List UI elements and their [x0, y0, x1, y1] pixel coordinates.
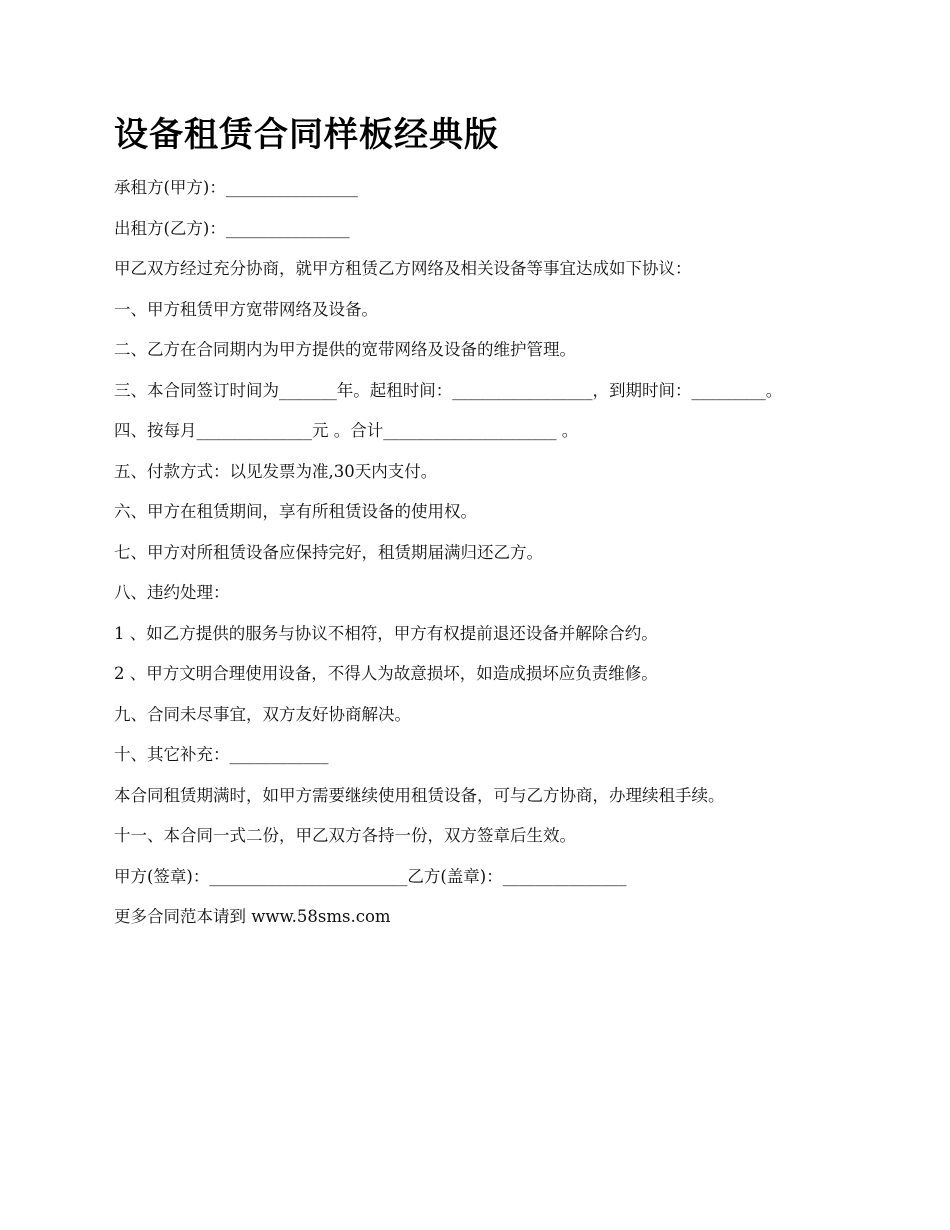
- paragraph-lessee: 承租方(甲方)：________________: [114, 178, 358, 197]
- paragraph-lessor: 出租方(乙方)：_______________: [114, 218, 350, 238]
- clause-2: 二、乙方在合同期内为甲方提供的宽带网络及设备的维护管理。: [114, 340, 576, 359]
- clause-10: 十、其它补充：____________: [114, 745, 329, 764]
- clause-8-item-1: 1 、如乙方提供的服务与协议不相符，甲方有权提前退还设备并解除合约。: [114, 623, 658, 643]
- paragraph-renewal: 本合同租赁期满时，如甲方需要继续使用租赁设备，可与乙方协商，办理续租手续。: [114, 785, 725, 805]
- signature-line: 甲方(签章)：________________________乙方(盖章)：_______________: [114, 866, 627, 886]
- clause-6: 六、甲方在租赁期间，享有所租赁设备的使用权。: [114, 502, 477, 521]
- footer-link-text: 更多合同范本请到 www.58sms.com: [114, 907, 391, 926]
- clause-8-item-2: 2 、甲方文明合理使用设备，不得人为故意损坏，如造成损坏应负责维修。: [114, 664, 658, 683]
- clause-8: 八、违约处理：: [114, 583, 230, 602]
- clause-1: 一、甲方租赁甲方宽带网络及设备。: [114, 299, 378, 319]
- paragraph-preamble: 甲乙双方经过充分协商，就甲方租赁乙方网络及相关设备等事宜达成如下协议：: [114, 259, 692, 278]
- clause-7: 七、甲方对所租赁设备应保持完好，租赁期届满归还乙方。: [114, 542, 543, 562]
- clause-4: 四、按每月______________元 。合计_____________________ 。: [114, 421, 579, 440]
- clause-9: 九、合同未尽事宜，双方友好协商解决。: [114, 704, 411, 724]
- document-title: 设备租赁合同样板经典版: [114, 115, 499, 155]
- clause-5: 五、付款方式：以见发票为准,30天内支付。: [114, 461, 438, 481]
- clause-11: 十一、本合同一式二份，甲乙双方各持一份，双方签章后生效。: [114, 826, 576, 845]
- clause-3: 三、本合同签订时间为_______年。起租时间：_________________，到期时间：_________。: [114, 380, 783, 400]
